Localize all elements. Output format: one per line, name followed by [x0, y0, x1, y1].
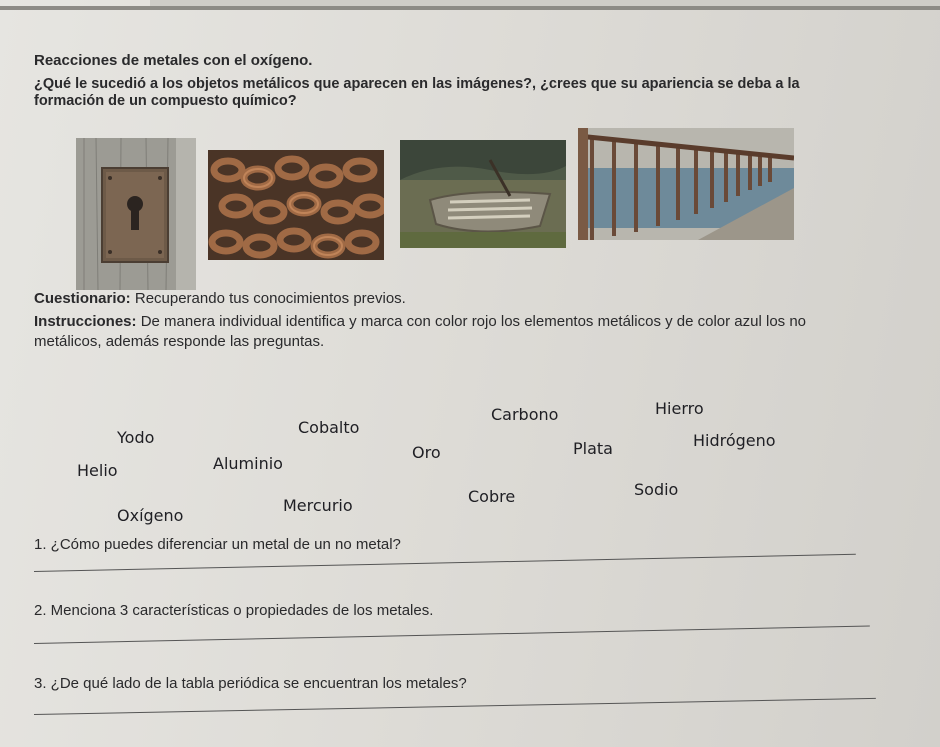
rusty-railing-photo — [578, 128, 794, 240]
element-carbono[interactable]: Carbono — [491, 405, 559, 424]
instrucciones-paragraph — [34, 312, 854, 352]
instrucciones-text: De manera individual identifica y marca con color rojo los elementos metálicos y de color azul los no metálicos, además responde las preguntas. — [34, 313, 807, 350]
element-aluminio[interactable]: Aluminio — [213, 454, 283, 473]
element-oro[interactable]: Oro — [412, 443, 441, 462]
element-hidrogeno[interactable]: Hidrógeno — [693, 431, 776, 450]
element-yodo[interactable]: Yodo — [117, 428, 155, 447]
question-1: 1. ¿Cómo puedes diferenciar un metal de un no metal? — [34, 536, 401, 553]
answer-line-2[interactable] — [34, 625, 870, 644]
instrucciones-label: Instrucciones: — [34, 313, 137, 330]
rusty-chain-photo — [208, 150, 384, 260]
element-oxigeno[interactable]: Oxígeno — [117, 506, 184, 525]
intro-question: ¿Qué le sucedió a los objetos metálicos que aparecen en las imágenes?, ¿crees que su apariencia se deba a la formación de un compuesto químico? — [34, 76, 800, 109]
element-hierro[interactable]: Hierro — [655, 399, 704, 418]
cuestionario-label: Cuestionario: — [34, 290, 131, 307]
cuestionario-line — [34, 290, 406, 307]
element-cobalto[interactable]: Cobalto — [298, 418, 360, 437]
top-rule — [0, 6, 940, 10]
answer-line-3[interactable] — [34, 698, 876, 715]
rusty-boat-photo — [400, 140, 566, 248]
element-sodio[interactable]: Sodio — [634, 480, 679, 499]
worksheet-title: Reacciones de metales con el oxígeno. — [34, 52, 313, 69]
element-mercurio[interactable]: Mercurio — [283, 496, 353, 515]
rusty-keyhole-photo — [76, 138, 196, 290]
element-plata[interactable]: Plata — [573, 439, 613, 458]
cuestionario-text: Recuperando tus conocimientos previos. — [134, 290, 406, 307]
answer-line-1[interactable] — [34, 554, 856, 572]
element-cobre[interactable]: Cobre — [468, 487, 516, 506]
element-helio[interactable]: Helio — [77, 461, 118, 480]
question-2: 2. Menciona 3 características o propiedades de los metales. — [34, 602, 434, 619]
question-3: 3. ¿De qué lado de la tabla periódica se encuentran los metales? — [34, 675, 467, 692]
